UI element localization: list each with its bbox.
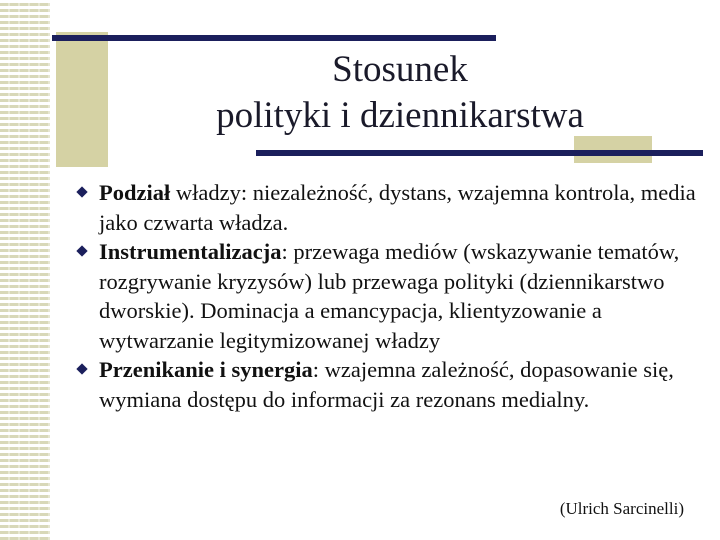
bullet-item-instrumentalizacja [76,237,696,355]
bullet-term: Instrumentalizacja [99,239,282,264]
bullet-item-podzial [76,178,696,237]
decorative-navy-line-bottom [256,150,703,156]
slide-title [160,47,640,139]
bullet-list [76,178,696,414]
slide-title-line-1: Stosunek [332,49,468,90]
citation: (Ulrich Sarcinelli) [559,499,684,518]
diamond-bullet-icon [76,186,87,197]
decorative-navy-line-top [52,35,496,41]
slide-title-line-2: polityki i dziennikarstwa [216,95,584,136]
bullet-text: władzy: niezależność, dystans, wzajemna kontrola, media jako czwarta władza. [99,180,696,235]
diamond-bullet-icon [76,363,87,374]
bullet-term: Podział [99,180,171,205]
diamond-bullet-icon [76,245,87,256]
decorative-stripe-column [0,0,50,540]
bullet-item-przenikanie [76,355,696,414]
decorative-olive-block-top [56,32,108,167]
bullet-term: Przenikanie i synergia [99,357,313,382]
bullet-text: : wzajemna zależność, dopasowanie się, wymiana dostępu do informacji za rezonans medialny. [99,357,674,412]
bullet-text: : przewaga mediów (wskazywanie tematów, rozgrywanie kryzysów) lub przewaga polityki (dziennikarstwo dworskie). Dominacja a emancypacja, klientyzowanie a wytwarzanie legitymizowanej władzy [99,239,680,353]
